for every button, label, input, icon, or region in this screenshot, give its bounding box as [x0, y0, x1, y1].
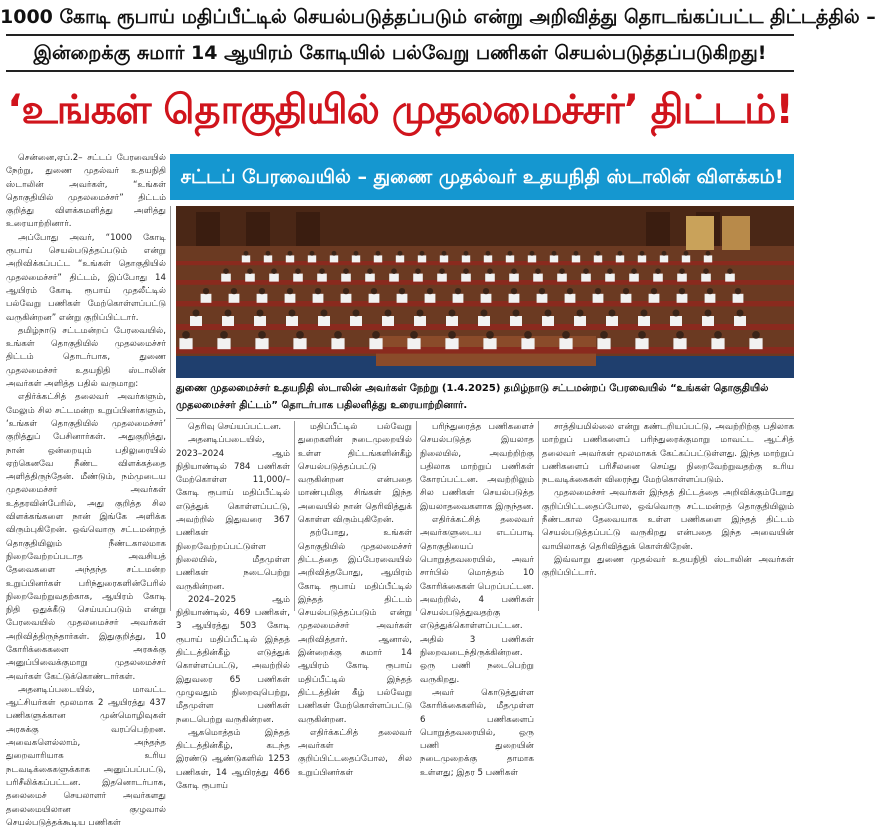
column-divider	[538, 421, 539, 611]
paragraph: எதிர்க்கட்சித் தலைவர் அவர்களும், மேலும் சில சட்டமன்ற உறுப்பினர்களும், ‘உங்கள் தொகுதியில் முதலமைச்சர்’ குறித்துப் பேசினார்கள். அதுகுறித்து, நான் ஒன்றையும் பதிலுரையில் ஏற்கெனவே நீண்ட விளக்கத்தை அளித்திருந்தேன். மீண்டும், நம்முடைய முதலமைச்சர் அவர்கள் உத்தரவின்பேரில், அது குறித்த சில விளக்கங்களை நான் இங்கே அளிக்க விரும்புகிறேன். ஒவ்வொரு சட்டமன்றத் தொகுதியிலும் நீண்டகாலமாக நிறைவேற்றப்படாத அவசியத் தேவைகளை அந்தந்த சட்டமன்ற உறுப்பினர்கள் பரிந்துரைகளின்பேரில் நிறைவேற்றுவதற்காக, ஆயிரம் கோடி நிதி ஒதுக்கீடு செய்யப்படும் என்று பேரவையில் முதலமைச்சர் அவர்கள் அறிவித்திருந்தார்கள். இதுகுறித்து, 10 கோரிக்கைகளை அரசுக்கு அனுப்பிவைக்குமாறு முதலமைச்சர் அவர்கள் கேட்டுக்கொண்டார்கள்.	[6, 392, 166, 682]
paragraph: அவர் கொடுத்துள்ள கோரிக்கைகளில், மீதமுள்ள 6 பணிகளைப் பொறுத்தவரையில், ஒரு பணி துறையின் நடைமுறைக்கு தாமாக உள்ளது; இதர 5 பணிகள்	[420, 687, 534, 778]
column-divider	[294, 421, 295, 611]
paragraph: அதனடிப்படையில், மாவட்ட ஆட்சியர்கள் மூலமாக 2 ஆயிரத்து 437 பணிகளுக்கான முன்மொழிவுகள் அரசுக்கு வரப்பெற்றன. அவைகளெல்லாம், அந்தந்த துறைவாரியாக உரிய நடவடிக்கைகளுக்காக அனுப்பப்பட்டு, பரிசீலிக்கப்பட்டன. இதனொடர்பாக, தலைமைச் செயலாளர் அவர்களது தலைமையிலான குழுவால் செயல்படுத்தக்கூடிய பணிகள்	[6, 684, 166, 828]
main-headline: ‘உங்கள் தொகுதியில் முதலமைச்சர்’ திட்டம்!	[7, 87, 793, 133]
article-column-3	[298, 421, 412, 778]
assembly-photo	[176, 206, 794, 378]
paragraph: அதனடிப்படையில், 2023–2024 ஆம் நிதியாண்டில் 784 பணிகள் மேற்கொள்ள 11,000/– கோடி ரூபாய் மதிப்பீட்டில் எடுத்துக் கொள்ளப்பட்டு, அவற்றில் இதுவரை 367 பணிகள் நிறைவேற்றப்பட்டுள்ள நிலையில், மீதமுள்ள பணிகள் நடைபெற்று வருகின்றன.	[176, 435, 290, 592]
paragraph: ஆகமொத்தம் இந்தத் திட்டத்தின்கீழ், கடந்த இரண்டு ஆண்டுகளில் 1253 பணிகள், 14 ஆயிரத்து 466 கோடி ரூபாய்	[176, 727, 290, 792]
paragraph: தெரிவு செய்யப்பட்டன.	[188, 422, 282, 432]
assembly-photo-icon	[176, 206, 794, 378]
paragraph: முதலமைச்சர் அவர்கள் இந்தத் திட்டத்தை அறிவிக்கும்போது குறிப்பிட்டதைப்போல, ஒவ்வொரு சட்டமன்றத் தொகுதியிலும் நீண்டகால தேவையாக உள்ள பணிகளை இந்தத் திட்டம் செயல்படுத்தப்பட்டு வருகிறது என்பதை இந்த அவையின் வாயிலாகத் தெரிவித்துக் கொள்கிறேன்.	[542, 488, 794, 552]
paragraph: பரிந்துரைத்த பணிகளைச் செயல்படுத்த இயலாத நிலையில், அவற்றிற்கு பதிலாக மாற்றுப் பணிகள் கோரப்பட்டன. அவற்றிலும் சில பணிகள் செயல்படுத்த இயலாதவைகளாக இருந்தன.	[420, 422, 534, 512]
column-divider	[416, 421, 417, 611]
sub-headline-banner: சட்டப் பேரவையில் – துணை முதல்வர் உதயநிதி ஸ்டாலின் விளக்கம்!	[170, 154, 794, 200]
divider-rule	[176, 418, 794, 419]
paragraph: அப்போது அவர், “1000 கோடி ரூபாய் செயல்படுத்தப்படும் என்று அறிவிக்கப்பட்ட “உங்கள் தொகுதியில் முதலமைச்சர்” திட்டம், இப்போது 14 ஆயிரம் கோடி ரூபாய் முதலீட்டில் பல்வேறு பணிகள் மேற்கொள்ளப்பட்டு வருகின்றன” என்று குறிப்பிட்டார்.	[6, 232, 166, 323]
paragraph: சென்னை,ஏப்.2– சட்டப் பேரவையில் நேற்று, துணை முதல்வர் உதயநிதி ஸ்டாலின் அவர்கள், “உங்கள் தொகுதியில் முதலமைச்சர்” திட்டம் குறித்து விளக்கமளித்து அளித்து உரையாற்றினார்.	[6, 153, 166, 230]
headline-line-2: இன்றைக்கு சுமார் 14 ஆயிரம் கோடியில் பல்வேறு பணிகள் செயல்படுத்தப்படுகிறது!	[33, 42, 767, 64]
article-column-4	[420, 421, 534, 778]
paragraph: தமிழ்நாடு சட்டமன்றப் பேரவையில், உங்கள் தொகுதியில் முதலமைச்சர் திட்டம் தொடர்பாக, துணை முதலமைச்சர் உதயநிதி ஸ்டாலின் அவர்கள் அளித்த பதில் வருமாறு:	[6, 325, 166, 390]
paragraph: எதிர்க்கட்சித் தலைவர் அவர்கள் குறிப்பிட்டதைப்போல, சில உறுப்பினர்கள்	[298, 727, 412, 778]
paragraph: மதிப்பீட்டில் பல்வேறு துறைகளின் நடைமுறையில் உள்ள திட்டங்களின்கீழ் செயல்படுத்தப்பட்டு வருகின்றன என்பதை மாண்புமிகு சிங்கள் இந்த அவையில் நான் தெரிவித்துக் கொள்ள விரும்புகிறேன்.	[298, 422, 412, 526]
paragraph: சாத்தியமில்லை என்று கண்டறியப்பட்டு, அவற்றிற்கு பதிலாக மாற்றுப் பணிகளைப் பரிந்துரைக்குமாறு மாவட்ட ஆட்சித் தலைவர் அவர்கள் மூலமாகக் கேட்கப்பட்டுள்ளது. இந்த மாற்றுப் பணிகளைப் பரிசீலனை செய்து நிறைவேற்றுவதற்கு உரிய நடவடிக்கைகள் விரைந்து மேற்கொள்ளப்படும்.	[542, 422, 794, 486]
photo-caption: துணை முதலமைச்சர் உதயநிதி ஸ்டாலின் அவர்கள் நேற்று (1.4.2025) தமிழ்நாடு சட்டமன்றப் பேரவையில் “உங்கள் தொகுதியில் முதலமைச்சர் திட்டம்” தொடர்பாக பதிலளித்து உரையாற்றினார்.	[176, 383, 769, 411]
paragraph: எதிர்க்கட்சித் தலைவர் அவர்களுடைய எடப்பாடி தொகுதியைப் பொறுத்தவரையில், அவர் சார்பில் மொத்தம் 10 கோரிக்கைகள் பெறப்பட்டன. அவற்றில், 4 பணிகள் செயல்படுத்துவதற்கு எடுத்துக்கொள்ளப்பட்டன. அதில் 3 பணிகள் நிறைவடைந்திருக்கின்றன. ஒரு பணி நடைபெற்று வருகிறது.	[420, 515, 534, 685]
column-divider	[170, 206, 171, 611]
article-column-1	[6, 152, 166, 828]
headline-line-1: 1000 கோடி ரூபாய் மதிப்பீட்டில் செயல்படுத்தப்படும் என்று அறிவித்து தொடங்கப்பட்ட திட்டத்தில் –	[0, 6, 876, 28]
paragraph: 2024–2025 ஆம் நிதியாண்டில், 469 பணிகள், 3 ஆயிரத்து 503 கோடி ரூபாய் மதிப்பீட்டில் இந்தத் திட்டத்தின்கீழ் எடுத்துக் கொள்ளப்பட்டு, அவற்றில் இதுவரை 65 பணிகள் முழுவதும் நிறைவுபெற்று, மீதமுள்ள பணிகள் நடைபெற்று வருகின்றன.	[176, 594, 290, 725]
article-column-5	[542, 421, 794, 613]
paragraph: இவ்வாறு துணை முதல்வர் உதயநிதி ஸ்டாலின் அவர்கள் குறிப்பிட்டார்.	[542, 554, 794, 579]
article-column-2	[176, 421, 290, 792]
paragraph: தற்போது, உங்கள் தொகுதியில் முதலமைச்சர் திட்டத்தை இப்பேரவையில் அறிவித்தபோது, ஆயிரம் கோடி ரூபாய் மதிப்பீட்டில் இந்தத் திட்டம் செயல்படுத்தப்படும் என்று முதலமைச்சர் அவர்கள் அறிவித்தார். ஆனால், இன்றைக்கு சுமார் 14 ஆயிரம் கோடி ரூபாய் மதிப்பீட்டில் இந்தத் திட்டத்தின் கீழ் பல்வேறு பணிகள் மேற்கொள்ளப்பட்டு வருகின்றன.	[298, 528, 412, 725]
